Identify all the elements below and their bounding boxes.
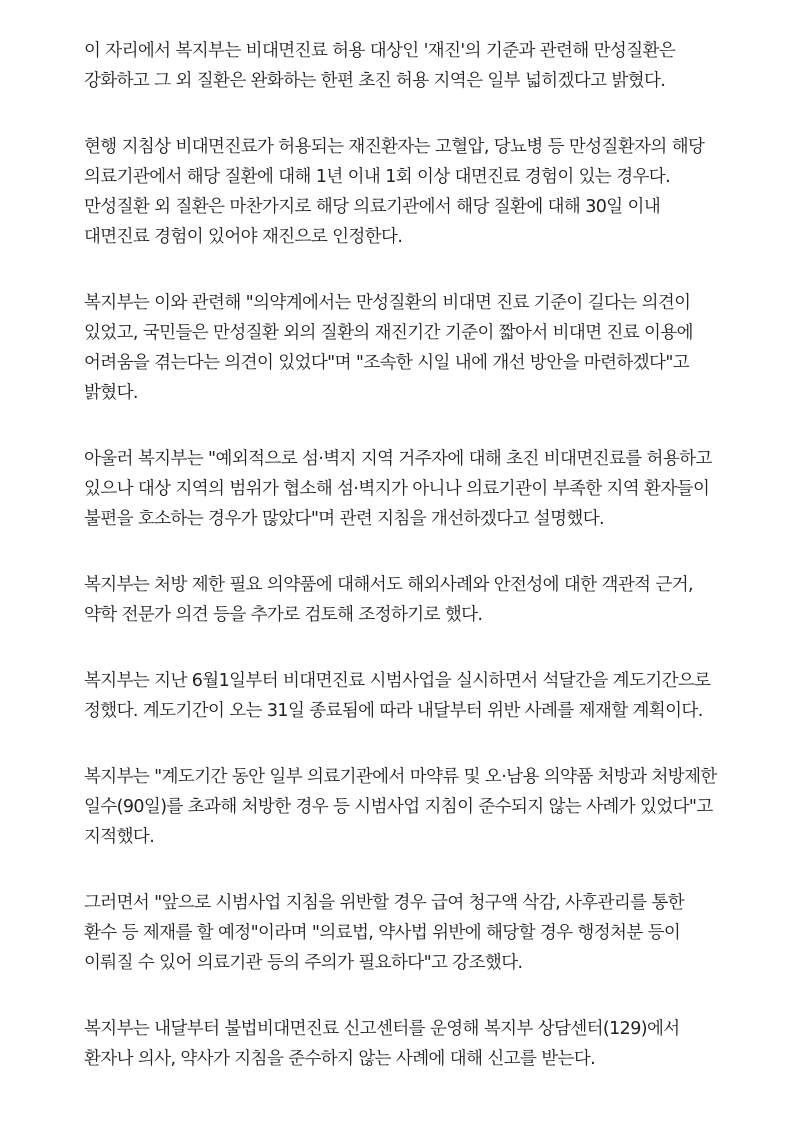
paragraph-4: 아울러 복지부는 "예외적으로 섬·벽지 지역 거주자에 대해 초진 비대면진료를 허용하고 있으나 대상 지역의 범위가 협소해 섬·벽지가 아니나 의료기관이 부족한 지역 환자들이 불편을 호소하는 경우가 많았다"며 관련 지침을 개선하겠다고 설명했다. <box>84 449 712 529</box>
paragraph-6: 복지부는 지난 6월1일부터 비대면진료 시범사업을 실시하면서 석달간을 계도기간으로 정했다. 계도기간이 오는 31일 종료됨에 따라 내달부터 위반 사례를 제재할 계획이다. <box>84 671 711 721</box>
paragraph-7: 복지부는 "계도기간 동안 일부 의료기관에서 마약류 및 오·남용 의약품 처방과 처방제한 일수(90일)를 초과해 처방한 경우 등 시범사업 지침이 준수되지 않는 사례가 있었다"고 지적했다. <box>84 767 717 847</box>
paragraph-5: 복지부는 처방 제한 필요 의약품에 대해서도 해외사례와 안전성에 대한 객관적 근거, 약학 전문가 의견 등을 추가로 검토해 조정하기로 했다. <box>84 575 693 625</box>
paragraph-3: 복지부는 이와 관련해 "의약계에서는 만성질환의 비대면 진료 기준이 길다는 의견이 있었고, 국민들은 만성질환 외의 질환의 재진기간 기준이 짧아서 비대면 진료 이용에 어려움을 겪는다는 의견이 있었다"며 "조속한 시일 내에 개선 방안을 마련하겠다"고 밝혔다. <box>84 293 693 403</box>
paragraph-1: 이 자리에서 복지부는 비대면진료 허용 대상인 '재진'의 기준과 관련해 만성질환은 강화하고 그 외 질환은 완화하는 한편 초진 허용 지역은 일부 넓히겠다고 밝혔다. <box>84 41 676 91</box>
paragraph-2: 현행 지침상 비대면진료가 허용되는 재진환자는 고혈압, 당뇨병 등 만성질환자의 해당 의료기관에서 해당 질환에 대해 1년 이내 1회 이상 대면진료 경험이 있는 경우다. 만성질환 외 질환은 마찬가지로 해당 의료기관에서 해당 질환에 대해 30일 이내 대면진료 경험이 있어야 재진으로 인정한다. <box>84 137 705 247</box>
paragraph-9: 복지부는 내달부터 불법비대면진료 신고센터를 운영해 복지부 상담센터(129)에서 환자나 의사, 약사가 지침을 준수하지 않는 사례에 대해 신고를 받는다. <box>84 1019 680 1069</box>
paragraph-8: 그러면서 "앞으로 시범사업 지침을 위반할 경우 급여 청구액 삭감, 사후관리를 통한 환수 등 제재를 할 예정"이라며 "의료법, 약사법 위반에 해당할 경우 행정처분 등이 이뤄질 수 있어 의료기관 등의 주의가 필요하다"고 강조했다. <box>84 893 685 973</box>
